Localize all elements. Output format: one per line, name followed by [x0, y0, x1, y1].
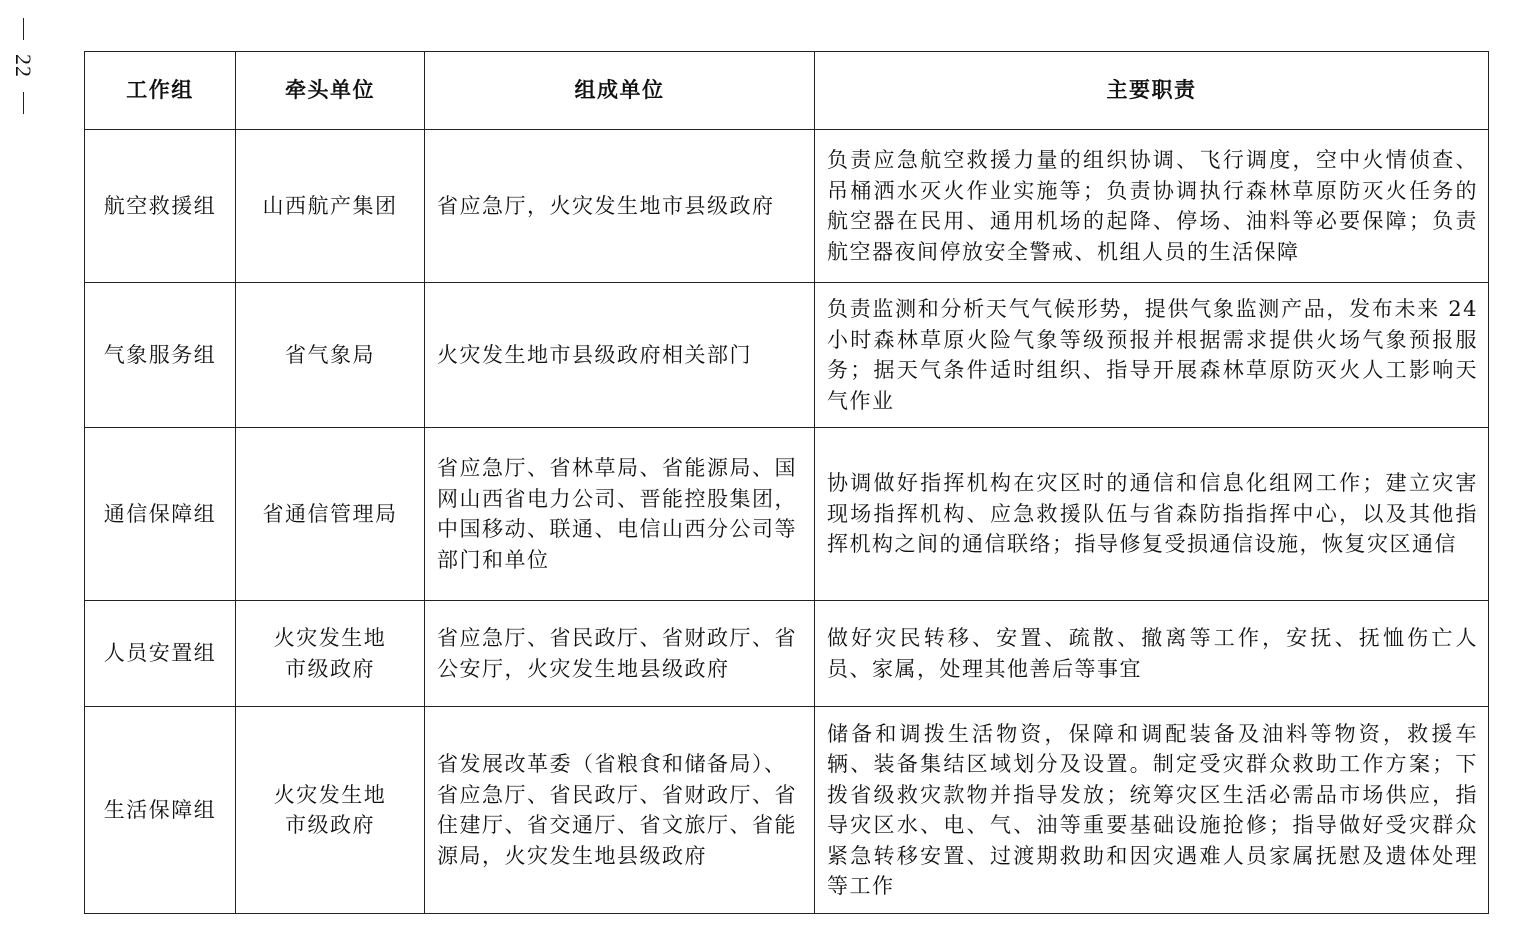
table-row	[85, 283, 1489, 428]
page-number-dash-bottom	[23, 92, 24, 114]
header-group: 工作组	[85, 52, 236, 130]
header-member-units: 组成单位	[425, 52, 815, 130]
group-name-cell: 气象服务组	[85, 283, 236, 428]
lead-unit-cell: 省气象局	[236, 283, 425, 428]
duties-cell: 做好灾民转移、安置、疏散、撤离等工作，安抚、抚恤伤亡人员、家属，处理其他善后等事宜	[815, 601, 1489, 707]
lead-unit-cell: 火灾发生地市级政府	[236, 601, 425, 707]
member-units-cell: 省发展改革委（省粮食和储备局）、省应急厅、省民政厅、省财政厅、省住建厅、省交通厅、省文旅厅、省能源局，火灾发生地县级政府	[425, 707, 815, 914]
table-row	[85, 428, 1489, 601]
header-main-duties: 主要职责	[815, 52, 1489, 130]
member-units-cell: 省应急厅、省民政厅、省财政厅、省公安厅，火灾发生地县级政府	[425, 601, 815, 707]
working-group-table	[84, 51, 1489, 914]
group-name-cell: 生活保障组	[85, 707, 236, 914]
lead-unit-cell: 省通信管理局	[236, 428, 425, 601]
header-lead-unit: 牵头单位	[236, 52, 425, 130]
lead-unit-cell: 山西航产集团	[236, 130, 425, 283]
table-row	[85, 707, 1489, 914]
duties-cell: 协调做好指挥机构在灾区时的通信和信息化组网工作；建立灾害现场指挥机构、应急救援队伍与省森防指指挥中心，以及其他指挥机构之间的通信联络；指导修复受损通信设施，恢复灾区通信	[815, 428, 1489, 601]
table-row	[85, 130, 1489, 283]
member-units-cell: 火灾发生地市县级政府相关部门	[425, 283, 815, 428]
table-row	[85, 601, 1489, 707]
group-name-cell: 人员安置组	[85, 601, 236, 707]
duties-cell: 负责应急航空救援力量的组织协调、飞行调度，空中火情侦查、吊桶洒水灭火作业实施等；负责协调执行森林草原防灭火任务的航空器在民用、通用机场的起降、停场、油料等必要保障；负责航空器夜间停放安全警戒、机组人员的生活保障	[815, 130, 1489, 283]
member-units-cell: 省应急厅，火灾发生地市县级政府	[425, 130, 815, 283]
page-number: 22	[11, 54, 36, 78]
page-number-dash-top	[23, 18, 24, 40]
duties-cell: 储备和调拨生活物资，保障和调配装备及油料等物资，救援车辆、装备集结区域划分及设置。制定受灾群众救助工作方案；下拨省级救灾款物并指导发放；统筹灾区生活必需品市场供应，指导灾区水、电、气、油等重要基础设施抢修；指导做好受灾群众紧急转移安置、过渡期救助和因灾遇难人员家属抚慰及遗体处理等工作	[815, 707, 1489, 914]
page-number-marker	[6, 18, 40, 136]
lead-unit-cell: 火灾发生地市级政府	[236, 707, 425, 914]
group-name-cell: 通信保障组	[85, 428, 236, 601]
group-name-cell: 航空救援组	[85, 130, 236, 283]
duties-cell: 负责监测和分析天气气候形势，提供气象监测产品，发布未来 24 小时森林草原火险气象等级预报并根据需求提供火场气象预报服务；据天气条件适时组织、指导开展森林草原防灭火人工影响天气作业	[815, 283, 1489, 428]
member-units-cell: 省应急厅、省林草局、省能源局、国网山西省电力公司、晋能控股集团，中国移动、联通、电信山西分公司等部门和单位	[425, 428, 815, 601]
table-header-row	[85, 52, 1489, 130]
